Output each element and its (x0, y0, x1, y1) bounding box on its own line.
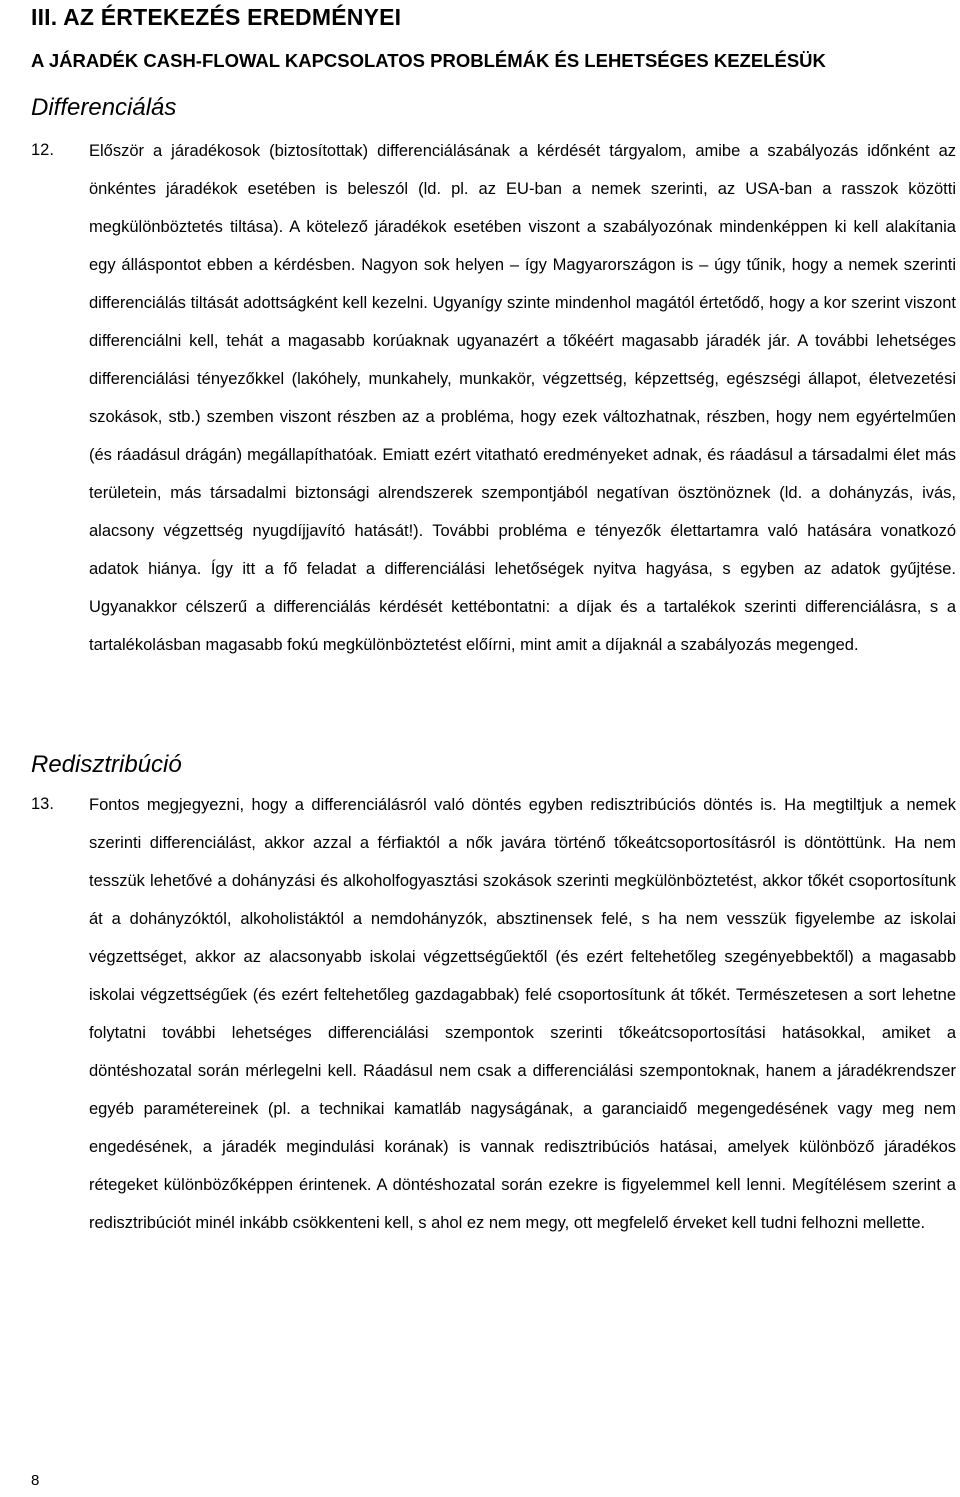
subsection-title-differencialas: Differenciálás (31, 94, 177, 121)
paragraph-13-text: Fontos megjegyezni, hogy a differenciálásról való döntés egyben redisztribúciós döntés is. Ha megtiltjuk a nemek szerinti differenciálást, akkor azzal a férfiaktól a nők javára történő tőkeátcsoportosításról is döntöttünk. Ha nem tesszük lehetővé a dohányzási és alkoholfogyasztási szokások szerinti megkülönböztetést, akkor tőkét csoportosítunk át a dohányzóktól, alkoholistáktól a nemdohányzók, absztinensek felé, s ha nem vesszük figyelembe az iskolai végzettséget, akkor az alacsonyabb iskolai végzettségűektől (és ezért feltehetőleg szegényebbektől) a magasabb iskolai végzettségűek (és ezért feltehetőleg gazdagabbak) felé csoportosítunk át tőkét. Természetesen a sort lehetne folytatni további lehetséges differenciálási szempontok szerinti tőkeátcsoportosítási hatásokkal, amiket a döntéshozatal során mérlegelni kell. Ráadásul nem csak a differenciálási szempontoknak, hanem a járadékrendszer egyéb paramétereinek (pl. a technikai kamatláb nagyságának, a garanciaidő megengedésének vagy meg nem engedésének, a járadék megindulási korának) is vannak redisztribúciós hatásai, amelyek különböző járadékos rétegeket különbözőképpen érintenek. A döntéshozatal során ezekre is figyelemmel kell lenni. Megítélésem szerint a redisztribúciót minél inkább csökkenteni kell, s ahol ez nem megy, ott megfelelő érveket kell tudni felhozni mellette. (89, 796, 956, 1232)
chapter-heading: III. AZ ÉRTEKEZÉS EREDMÉNYEI (31, 4, 402, 30)
paragraph-number-13: 13. (31, 795, 54, 813)
paragraph-12-text: Először a járadékosok (biztosítottak) differenciálásának a kérdését tárgyalom, amibe a szabályozás időnként az önkéntes járadékok esetében is beleszól (ld. pl. az EU-ban a nemek szerinti, az USA-ban a rasszok közötti megkülönböztetés tiltása). A kötelező járadékok esetében viszont a szabályozónak mindenképpen ki kell alakítania egy álláspontot ebben a kérdésben. Nagyon sok helyen – így Magyarországon is – úgy tűnik, hogy a nemek szerinti differenciálás tiltását adottságként kell kezelni. Ugyanígy szinte mindenhol magától értetődő, hogy a kor szerint viszont differenciálni kell, tehát a magasabb korúaknak ugyanazért a tőkéért magasabb járadék jár. A további lehetséges differenciálási tényezőkkel (lakóhely, munkahely, munkakör, végzettség, képzettség, egészségi állapot, életvezetési szokások, stb.) szemben viszont részben az a probléma, hogy ezek változhatnak, részben, hogy nem egyértelműen (és ráadásul drágán) megállapíthatóak. Emiatt ezért vitatható eredményeket adnak, és ráadásul a társadalmi élet más területein, más társadalmi biztonsági alrendszerek szempontjából negatívan ösztönöznek (ld. a dohányzás, ivás, alacsony végzettség nyugdíjjavító hatását!). További probléma e tényezők élettartamra való hatására vonatkozó adatok hiánya. Így itt a fő feladat a differenciálási lehetőségek nyitva hagyása, s egyben az adatok gyűjtése. Ugyanakkor célszerű a differenciálás kérdését kettébontatni: a díjak és a tartalékok szerinti differenciálásra, s a tartalékolásban magasabb fokú megkülönböztetést előírni, mint amit a díjaknál a szabályozás megenged. (89, 142, 956, 654)
section-heading: A JÁRADÉK CASH-FLOWAL KAPCSOLATOS PROBLÉMÁK ÉS LEHETSÉGES KEZELÉSÜK (31, 50, 826, 71)
page-number: 8 (31, 1472, 40, 1489)
paragraph-number-12: 12. (31, 141, 54, 159)
subsection-title-redisztribucio: Redisztribúció (31, 751, 182, 778)
